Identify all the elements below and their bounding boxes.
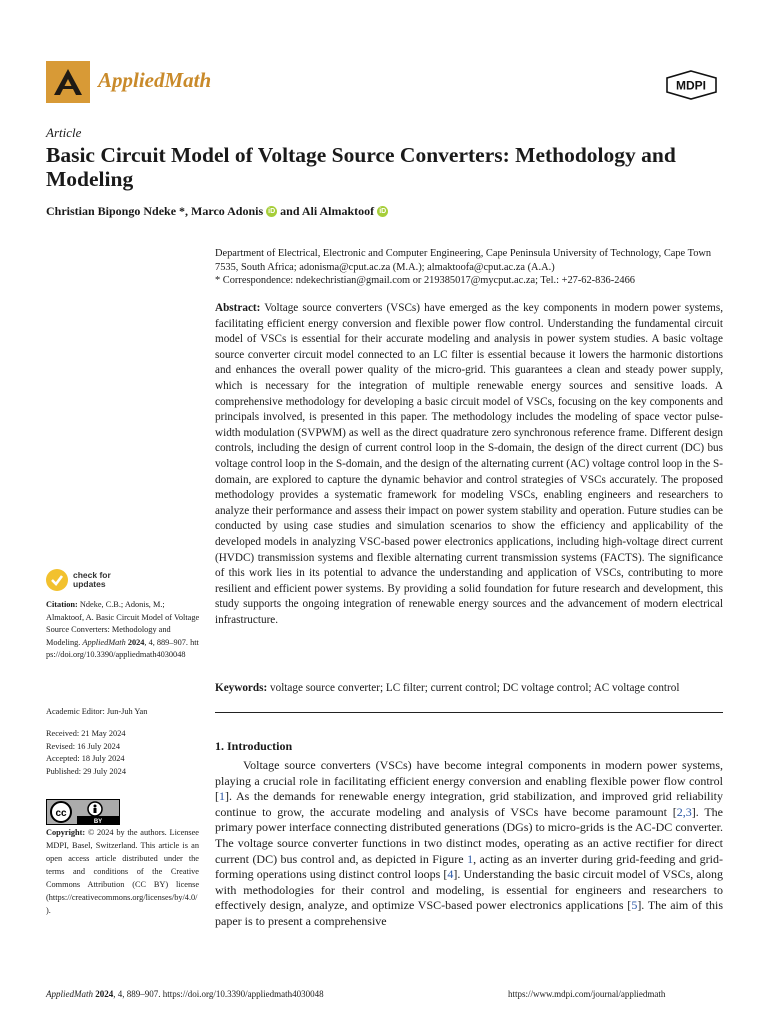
copyright-notice: [46, 826, 199, 917]
affiliation: Department of Electrical, Electronic and Computer Engineering, Cape Peninsula University of Technology, Cape Town 7535, South Africa; adonisma@cput.ac.za (M.A.); almaktoofa@cput.ac.za (A.A.): [215, 248, 712, 273]
intro-text: , acting as an inverter during grid-feeding and grid-forming operations using distinct control loops [: [215, 851, 724, 882]
citation-block: [46, 599, 201, 662]
citation-journal: AppliedMath: [82, 637, 126, 647]
citation-label: Citation:: [46, 600, 78, 609]
copyright-text: © 2024 by the authors. Licensee MDPI, Basel, Switzerland. This article is an open access article distributed under the terms and conditions of the Creative Commons Attribution (CC BY) license (https://creativecommons.org/licenses/by/4.0/).: [46, 828, 199, 915]
cc-by-icon: [47, 800, 119, 824]
orcid-icon[interactable]: iD: [268, 208, 276, 215]
affiliation-block: [215, 247, 725, 288]
abstract: [215, 301, 723, 628]
check-updates-icon: [46, 569, 68, 591]
check-for-updates-button[interactable]: [46, 569, 111, 591]
article-type: Article: [46, 125, 82, 140]
footer-journal: AppliedMath: [46, 989, 93, 999]
journal-logo: [46, 61, 90, 103]
svg-text:BY: BY: [93, 819, 103, 824]
academic-editor: Academic Editor: Jun-Juh Yan: [46, 707, 148, 716]
citation-link[interactable]: 2,3: [676, 804, 692, 819]
footer-doi[interactable]: , 4, 889–907. https://doi.org/10.3390/appliedmath4030048: [113, 989, 324, 999]
copyright-label: Copyright:: [46, 828, 86, 837]
author-1[interactable]: Christian Bipongo Ndeke *,: [46, 204, 189, 218]
received-date: Received: 21 May 2024: [46, 729, 126, 738]
footer-year: 2024: [95, 989, 114, 999]
citation-year: 2024: [127, 637, 145, 647]
author-3[interactable]: and Ali Almaktoof: [280, 204, 375, 218]
keywords-label: Keywords:: [215, 682, 268, 694]
figure-link[interactable]: 1: [467, 851, 474, 866]
letter-a-logo-icon: [52, 67, 84, 97]
cc-by-license-badge[interactable]: [46, 799, 120, 825]
article-title: Basic Circuit Model of Voltage Source Converters: Methodology and Modeling: [46, 143, 676, 191]
footer-citation: [46, 989, 324, 999]
section-divider: [215, 712, 723, 713]
updates-line2: updates: [73, 579, 106, 589]
svg-text:MDPI: MDPI: [676, 78, 706, 93]
mdpi-logo-icon: [664, 70, 719, 100]
keywords: [215, 681, 725, 696]
intro-text: ]. As the demands for renewable energy integration, grid stabilization, and improved grid reliability continue to grow, the accurate modeling and analysis of VSCs have become paramount [: [215, 789, 723, 819]
correspondence: * Correspondence: ndekechristian@gmail.com or 219385017@mycput.ac.za; Tel.: +27-62-836-2466: [215, 275, 635, 286]
published-date: Published: 29 July 2024: [46, 766, 126, 776]
citation-link[interactable]: 4: [447, 867, 454, 882]
author-2[interactable]: Marco Adonis: [191, 204, 264, 218]
orcid-icon[interactable]: iD: [379, 208, 387, 215]
intro-paragraph: [215, 758, 723, 930]
citation-text: Ndeke, C.B.; Adonis, M.; Almaktoof, A. Basic Circuit Model of Voltage Source Converters: Methodology and Modeling.: [46, 600, 200, 647]
author-list: [46, 204, 388, 219]
section-heading: 1. Introduction: [215, 739, 293, 753]
intro-text: ]. Understanding the basic circuit model of VSCs, along with methodologies for their control and modeling, is essential for engineers and researchers to effectively design, analyze, and optimize VSC-based power electronics applications [: [215, 867, 723, 913]
dates-block: [46, 728, 201, 778]
abstract-text: Voltage source converters (VSCs) have emerged as the key components in modern power systems, facilitating efficient energy conversion and flexible power flow control. Understanding the fundamental circuit model of VSCs is essential for their accurate modeling and analysis in power system studies. A basic voltage source converter circuit model connected to an LC filter is essential because it lowers the harmonic distortions and enhances the overall power quality of the micro-grid. This guarantees a clean and steady power supply, which is necessary for the integration of multiple renewable energy sources and sensitive loads. A comprehensive methodology for developing a basic circuit model of VSCs, focusing on the key components and principals involved, is presented in this paper. The methodology includes the modeling of space vector pulse-width modulation (SVPWM) as well as the direct quadrature zero synchronous reference frame. Different design controls, including the design of current control loop in the S-domain, the design of the direct current (DC) bus voltage control loop in the S-domain, and the design of the alternating current (AC) voltage control loop in the S-domain, are explored to capture the dynamic behavior and control strategies of VSCs accurately. The proposed methodology provides a systematic framework for modeling VSCs, enabling engineers and researchers to analyze their performance and assess their impact on power system stability and operation. Future studies can be conducted by using case studies and simulation scenarios to show the efficiency and applicability of the developed models in analyzing VSC-based power electronics applications, including high-voltage direct current (HVDC) transmission systems and flexible alternating current transmission systems (FACTS). The significance of this work lies in its potential to advance the understanding and application of VSCs, contributing to more resilient and efficient power systems. By providing a solid foundation for future research and development, this study supports the ongoing integration of renewable energy sources and the advancement of modern electrical infrastructure.: [215, 302, 723, 626]
svg-text:cc: cc: [55, 808, 67, 819]
citation-volume: , 4, 889–907.: [144, 637, 188, 647]
journal-name: AppliedMath: [98, 68, 212, 92]
keywords-text: voltage source converter; LC filter; current control; DC voltage control; AC voltage control: [270, 682, 680, 694]
accepted-date: Accepted: 18 July 2024: [46, 754, 125, 763]
citation-link[interactable]: 1: [219, 789, 225, 804]
revised-date: Revised: 16 July 2024: [46, 741, 120, 751]
intro-text: ]. The aim of this paper is to present a comprehensive: [215, 898, 723, 928]
footer-journal-url[interactable]: https://www.mdpi.com/journal/appliedmath: [508, 989, 666, 999]
mdpi-logo: [664, 70, 719, 100]
intro-text: Voltage source converters (VSCs) have become integral components in modern power systems, playing a crucial role in facilitating efficient energy conversion and enabling flexible power flow control [: [215, 758, 723, 804]
citation-doi[interactable]: https://doi.org/10.3390/appliedmath4030048: [46, 637, 199, 659]
citation-link[interactable]: 5: [631, 898, 638, 913]
updates-line1: check for: [73, 570, 111, 580]
abstract-label: Abstract:: [215, 302, 261, 314]
intro-text: ]. The primary power interface connecting distributed generations (DGs) to micro-grids is the AC-DC converter. The voltage source converter functions in two distinct modes, operating as an active rectifier for direct current (DC) bus control and, as depicted in Figure: [215, 804, 724, 866]
